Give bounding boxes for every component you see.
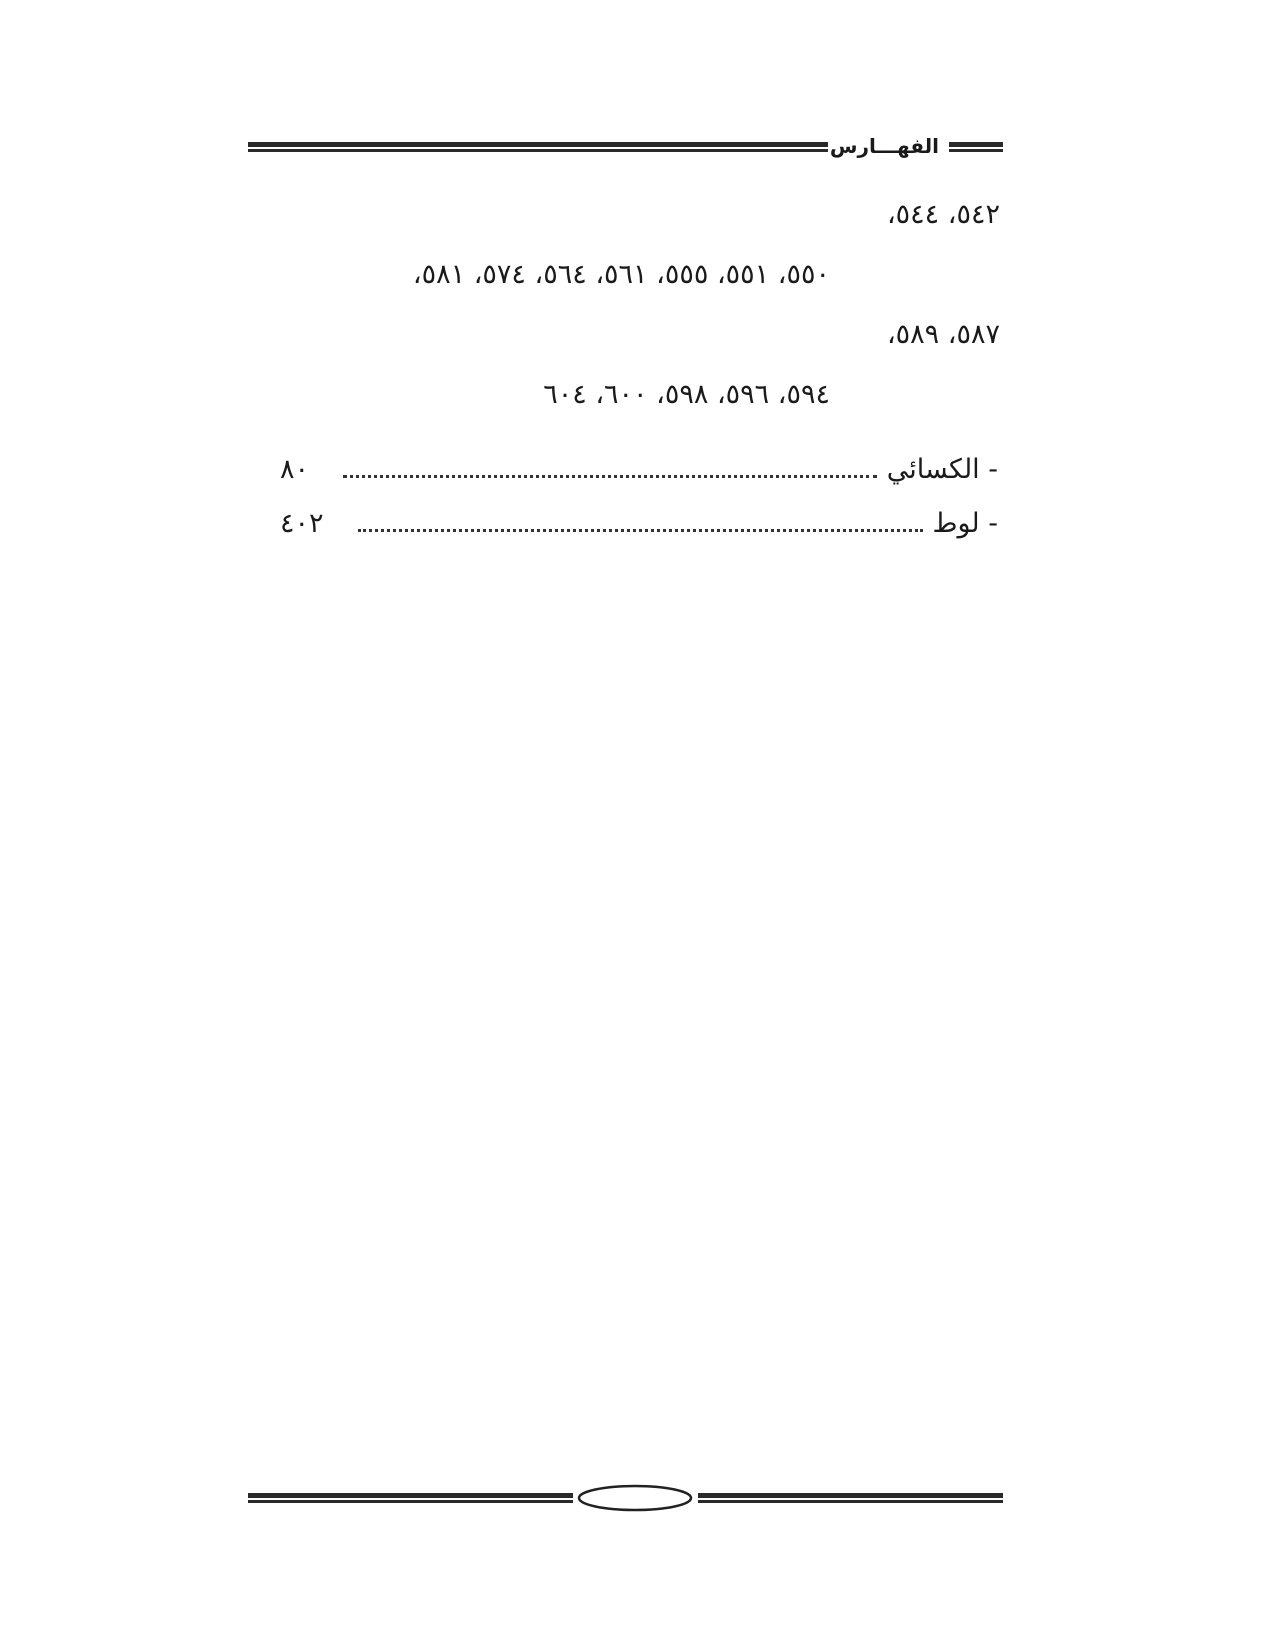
page-refs-line-2: ٥٥٠، ٥٥١، ٥٥٥، ٥٦١، ٥٦٤، ٥٧٤، ٥٨١،	[412, 259, 830, 290]
index-entry	[280, 504, 998, 544]
dot-leader	[358, 529, 923, 532]
running-header	[248, 128, 1003, 168]
index-entry-name: - لوط	[932, 508, 998, 539]
index-entry-page: ٨٠	[280, 454, 310, 485]
page-footer	[248, 1483, 1003, 1513]
page-refs-line-4: ٥٩٤، ٥٩٦، ٥٩٨، ٦٠٠، ٦٠٤	[543, 379, 830, 410]
page-number-oval	[576, 1483, 694, 1513]
header-title: الفهـــارس	[829, 134, 939, 158]
header-rule-short	[949, 142, 1003, 152]
header-rule-long	[248, 142, 828, 152]
index-entry	[280, 450, 998, 490]
footer-rule-right	[698, 1493, 1003, 1503]
index-entry-name: - الكسائي	[886, 454, 998, 485]
page-refs-line-1: ٥٤٢، ٥٤٤،	[886, 199, 1000, 230]
index-entry-page: ٤٠٢	[280, 508, 324, 539]
footer-rule-left	[248, 1493, 573, 1503]
page-refs-line-3: ٥٨٧، ٥٨٩،	[886, 319, 1000, 350]
dot-leader	[343, 475, 877, 478]
